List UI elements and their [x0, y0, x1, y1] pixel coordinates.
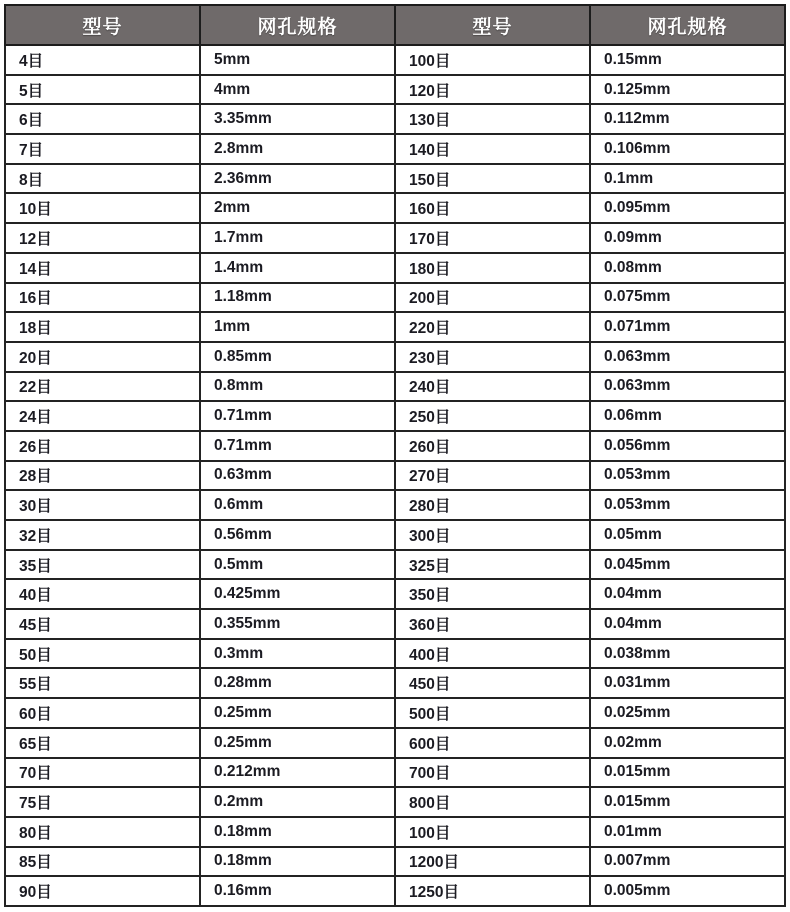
model-cell-left: 24目 — [5, 401, 200, 431]
spec-cell-right: 0.015mm — [590, 787, 785, 817]
mesh-spec-sheet — [4, 4, 786, 907]
model-cell-right: 100目 — [395, 817, 590, 847]
table-row — [5, 817, 785, 847]
spec-cell-right: 0.063mm — [590, 372, 785, 402]
model-cell-left: 16目 — [5, 283, 200, 313]
header-cell-spec-left: 网孔规格 — [200, 5, 395, 45]
spec-cell-left: 0.16mm — [200, 876, 395, 906]
model-cell-right: 100目 — [395, 45, 590, 75]
model-cell-right: 350目 — [395, 579, 590, 609]
model-cell-left: 26目 — [5, 431, 200, 461]
spec-cell-right: 0.025mm — [590, 698, 785, 728]
model-cell-right: 1200目 — [395, 847, 590, 877]
spec-cell-right: 0.04mm — [590, 579, 785, 609]
spec-cell-right: 0.053mm — [590, 461, 785, 491]
model-cell-right: 240目 — [395, 372, 590, 402]
table-row — [5, 698, 785, 728]
spec-cell-left: 0.8mm — [200, 372, 395, 402]
spec-cell-left: 0.28mm — [200, 668, 395, 698]
model-cell-left: 12目 — [5, 223, 200, 253]
model-cell-right: 1250目 — [395, 876, 590, 906]
model-cell-left: 28目 — [5, 461, 200, 491]
spec-cell-right: 0.056mm — [590, 431, 785, 461]
model-cell-left: 20目 — [5, 342, 200, 372]
spec-cell-right: 0.038mm — [590, 639, 785, 669]
model-cell-right: 260目 — [395, 431, 590, 461]
spec-cell-left: 0.63mm — [200, 461, 395, 491]
spec-cell-right: 0.02mm — [590, 728, 785, 758]
model-cell-left: 85目 — [5, 847, 200, 877]
spec-cell-right: 0.04mm — [590, 609, 785, 639]
model-cell-right: 130目 — [395, 104, 590, 134]
spec-cell-right: 0.1mm — [590, 164, 785, 194]
table-row — [5, 104, 785, 134]
spec-cell-left: 2.36mm — [200, 164, 395, 194]
header-cell-spec-right: 网孔规格 — [590, 5, 785, 45]
table-header — [5, 5, 785, 45]
model-cell-right: 200目 — [395, 283, 590, 313]
spec-cell-left: 4mm — [200, 75, 395, 105]
spec-cell-right: 0.106mm — [590, 134, 785, 164]
spec-cell-right: 0.071mm — [590, 312, 785, 342]
table-row — [5, 787, 785, 817]
model-cell-left: 70目 — [5, 758, 200, 788]
model-cell-left: 18目 — [5, 312, 200, 342]
spec-cell-left: 0.5mm — [200, 550, 395, 580]
spec-cell-right: 0.007mm — [590, 847, 785, 877]
spec-cell-right: 0.005mm — [590, 876, 785, 906]
spec-cell-right: 0.015mm — [590, 758, 785, 788]
spec-cell-left: 1.4mm — [200, 253, 395, 283]
spec-cell-left: 0.25mm — [200, 728, 395, 758]
model-cell-left: 40目 — [5, 579, 200, 609]
table-row — [5, 75, 785, 105]
table-row — [5, 223, 785, 253]
model-cell-right: 220目 — [395, 312, 590, 342]
spec-cell-left: 0.2mm — [200, 787, 395, 817]
table-row — [5, 431, 785, 461]
model-cell-right: 230目 — [395, 342, 590, 372]
model-cell-right: 170目 — [395, 223, 590, 253]
model-cell-right: 500目 — [395, 698, 590, 728]
model-cell-left: 65目 — [5, 728, 200, 758]
spec-cell-left: 0.18mm — [200, 847, 395, 877]
model-cell-left: 8目 — [5, 164, 200, 194]
table-row — [5, 550, 785, 580]
model-cell-right: 270目 — [395, 461, 590, 491]
model-cell-right: 300目 — [395, 520, 590, 550]
spec-cell-left: 2.8mm — [200, 134, 395, 164]
spec-cell-right: 0.112mm — [590, 104, 785, 134]
model-cell-left: 50目 — [5, 639, 200, 669]
table-row — [5, 639, 785, 669]
table-row — [5, 609, 785, 639]
table-body — [5, 45, 785, 906]
model-cell-left: 10目 — [5, 193, 200, 223]
model-cell-right: 800目 — [395, 787, 590, 817]
table-row — [5, 312, 785, 342]
table-row — [5, 668, 785, 698]
spec-cell-right: 0.095mm — [590, 193, 785, 223]
table-row — [5, 461, 785, 491]
model-cell-right: 250目 — [395, 401, 590, 431]
model-cell-left: 4目 — [5, 45, 200, 75]
spec-cell-right: 0.045mm — [590, 550, 785, 580]
model-cell-right: 120目 — [395, 75, 590, 105]
model-cell-right: 280目 — [395, 490, 590, 520]
spec-cell-right: 0.06mm — [590, 401, 785, 431]
model-cell-right: 360目 — [395, 609, 590, 639]
table-row — [5, 253, 785, 283]
table-row — [5, 134, 785, 164]
spec-cell-left: 0.6mm — [200, 490, 395, 520]
table-row — [5, 579, 785, 609]
model-cell-left: 5目 — [5, 75, 200, 105]
table-row — [5, 164, 785, 194]
spec-cell-right: 0.125mm — [590, 75, 785, 105]
header-cell-model-right: 型号 — [395, 5, 590, 45]
spec-cell-left: 1.18mm — [200, 283, 395, 313]
spec-cell-left: 1mm — [200, 312, 395, 342]
model-cell-right: 180目 — [395, 253, 590, 283]
spec-cell-right: 0.15mm — [590, 45, 785, 75]
model-cell-left: 90目 — [5, 876, 200, 906]
table-row — [5, 490, 785, 520]
table-row — [5, 342, 785, 372]
table-row — [5, 520, 785, 550]
spec-cell-right: 0.05mm — [590, 520, 785, 550]
model-cell-left: 7目 — [5, 134, 200, 164]
model-cell-right: 140目 — [395, 134, 590, 164]
spec-cell-left: 0.3mm — [200, 639, 395, 669]
model-cell-left: 22目 — [5, 372, 200, 402]
model-cell-left: 32目 — [5, 520, 200, 550]
table-row — [5, 45, 785, 75]
spec-cell-left: 0.56mm — [200, 520, 395, 550]
table-row — [5, 876, 785, 906]
spec-cell-left: 1.7mm — [200, 223, 395, 253]
model-cell-right: 325目 — [395, 550, 590, 580]
spec-cell-right: 0.053mm — [590, 490, 785, 520]
spec-cell-right: 0.01mm — [590, 817, 785, 847]
model-cell-left: 60目 — [5, 698, 200, 728]
spec-cell-left: 3.35mm — [200, 104, 395, 134]
spec-cell-left: 0.85mm — [200, 342, 395, 372]
model-cell-left: 30目 — [5, 490, 200, 520]
table-row — [5, 401, 785, 431]
model-cell-right: 700目 — [395, 758, 590, 788]
spec-cell-left: 0.71mm — [200, 401, 395, 431]
model-cell-right: 150目 — [395, 164, 590, 194]
spec-cell-right: 0.031mm — [590, 668, 785, 698]
spec-cell-right: 0.063mm — [590, 342, 785, 372]
header-row — [5, 5, 785, 45]
model-cell-right: 450目 — [395, 668, 590, 698]
model-cell-right: 160目 — [395, 193, 590, 223]
model-cell-left: 14目 — [5, 253, 200, 283]
model-cell-left: 35目 — [5, 550, 200, 580]
spec-cell-left: 0.71mm — [200, 431, 395, 461]
table-row — [5, 847, 785, 877]
model-cell-right: 600目 — [395, 728, 590, 758]
spec-cell-left: 0.425mm — [200, 579, 395, 609]
spec-cell-right: 0.09mm — [590, 223, 785, 253]
table-row — [5, 758, 785, 788]
model-cell-left: 6目 — [5, 104, 200, 134]
spec-cell-left: 2mm — [200, 193, 395, 223]
model-cell-left: 75目 — [5, 787, 200, 817]
spec-cell-left: 0.25mm — [200, 698, 395, 728]
spec-cell-left: 0.18mm — [200, 817, 395, 847]
spec-cell-left: 5mm — [200, 45, 395, 75]
model-cell-left: 80目 — [5, 817, 200, 847]
model-cell-left: 45目 — [5, 609, 200, 639]
spec-cell-right: 0.08mm — [590, 253, 785, 283]
mesh-spec-table — [4, 4, 786, 907]
spec-cell-left: 0.212mm — [200, 758, 395, 788]
table-row — [5, 372, 785, 402]
spec-cell-right: 0.075mm — [590, 283, 785, 313]
table-row — [5, 728, 785, 758]
table-row — [5, 193, 785, 223]
model-cell-left: 55目 — [5, 668, 200, 698]
header-cell-model-left: 型号 — [5, 5, 200, 45]
model-cell-right: 400目 — [395, 639, 590, 669]
spec-cell-left: 0.355mm — [200, 609, 395, 639]
table-row — [5, 283, 785, 313]
